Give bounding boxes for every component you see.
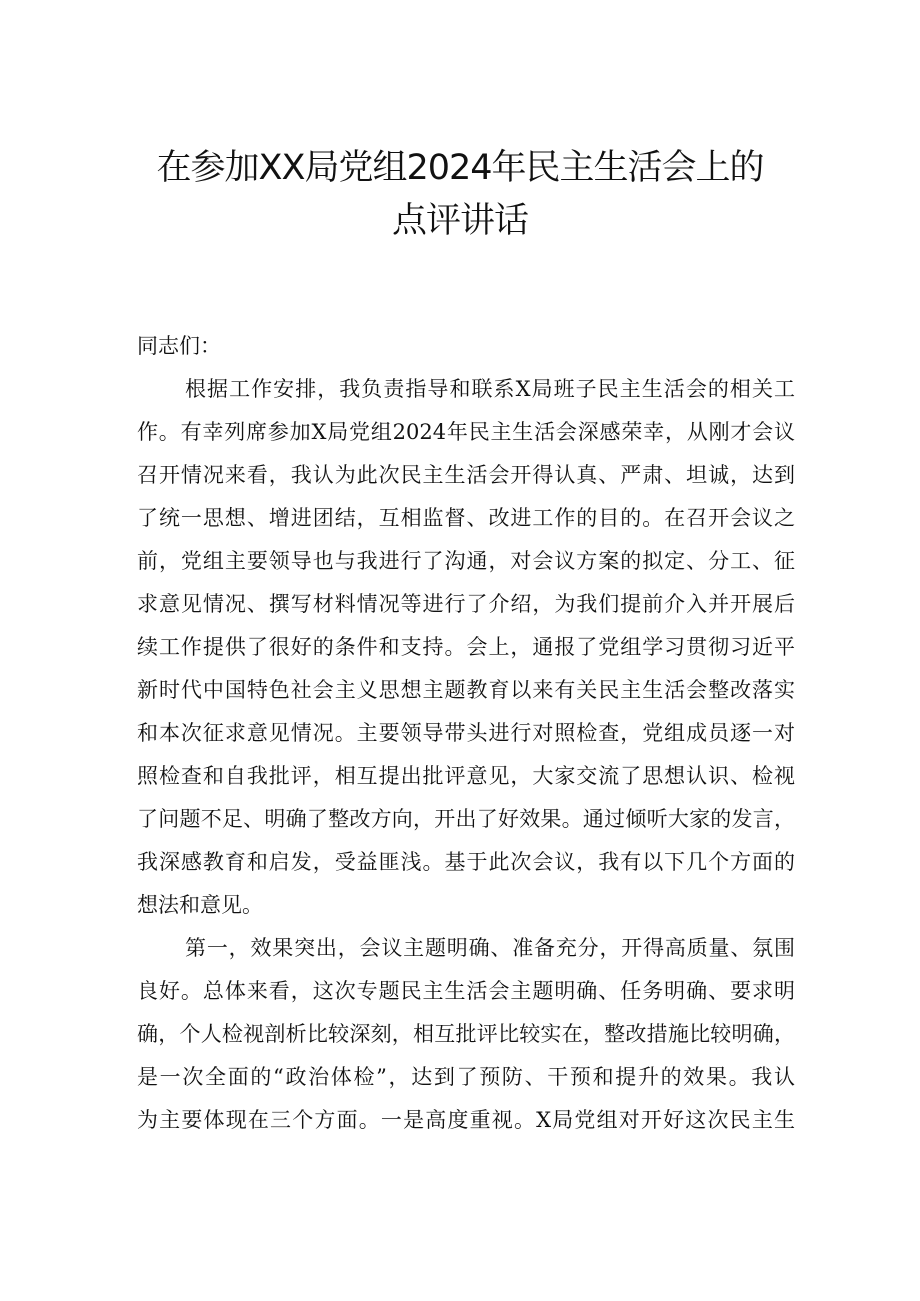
- paragraph-1-line: 召开情况来看，我认为此次民主生活会开得认真、严肃、坦诚，达到: [137, 463, 795, 487]
- paragraph-1-line: 想法和意见。: [137, 893, 263, 917]
- paragraph-1-line: 和本次征求意见情况。主要领导带头进行对照检查，党组成员逐一对: [137, 721, 795, 745]
- paragraph-1-line: 照检查和自我批评，相互提出批评意见，大家交流了思想认识、检视: [137, 764, 795, 788]
- paragraph-2-line: 确，个人检视剖析比较深刻，相互批评比较实在，整改措施比较明确，: [137, 1022, 795, 1046]
- paragraph-1-line: 我深感教育和启发，受益匪浅。基于此次会议，我有以下几个方面的: [137, 850, 795, 874]
- paragraph-1-line: 前，党组主要领导也与我进行了沟通，对会议方案的拟定、分工、征: [137, 549, 795, 573]
- paragraph-2-line: 为主要体现在三个方面。一是高度重视。X局党组对开好这次民主生: [137, 1108, 795, 1132]
- paragraph-2-line: 第一，效果突出，会议主题明确、准备充分，开得高质量、氛围: [185, 936, 795, 960]
- paragraph-1-line: 了问题不足、明确了整改方向，开出了好效果。通过倾听大家的发言，: [137, 807, 795, 831]
- salutation: 同志们：: [137, 334, 221, 358]
- paragraph-1-line: 根据工作安排，我负责指导和联系X局班子民主生活会的相关工: [185, 377, 795, 401]
- paragraph-2-line: 良好。总体来看，这次专题民主生活会主题明确、任务明确、要求明: [137, 979, 795, 1003]
- document-title-line-1: 在参加XX局党组2024年民主生活会上的: [156, 148, 764, 188]
- paragraph-1-line: 续工作提供了很好的条件和支持。会上，通报了党组学习贯彻习近平: [137, 635, 795, 659]
- paragraph-1-line: 了统一思想、增进团结，互相监督、改进工作的目的。在召开会议之: [137, 506, 795, 530]
- paragraph-2-line: 是一次全面的“政治体检”，达到了预防、干预和提升的效果。我认: [137, 1065, 795, 1089]
- paragraph-1-line: 新时代中国特色社会主义思想主题教育以来有关民主生活会整改落实: [137, 678, 795, 702]
- document-title-line-2: 点评讲话: [391, 201, 528, 241]
- paragraph-1-line: 求意见情况、撰写材料情况等进行了介绍，为我们提前介入并开展后: [137, 592, 795, 616]
- paragraph-1-line: 作。有幸列席参加X局党组2024年民主生活会深感荣幸，从刚才会议: [137, 420, 795, 444]
